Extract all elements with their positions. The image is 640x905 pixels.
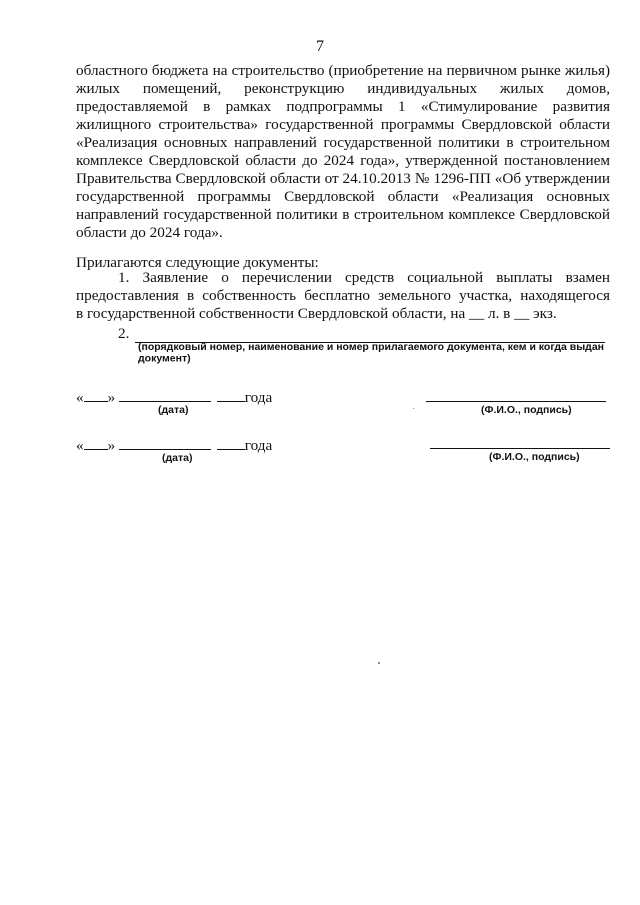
intro-line: областного бюджета на строительство (приобретение на первичном рынке жилья) (76, 62, 610, 79)
page-number: 7 (316, 38, 324, 55)
signature-line-2[interactable] (430, 447, 610, 449)
scan-speck (378, 662, 380, 664)
intro-line: жилых помещений, реконструкцию индивидуальных жилых домов, (76, 80, 610, 97)
scan-speck (413, 408, 414, 409)
year-blank[interactable] (217, 435, 245, 450)
day-blank[interactable] (84, 435, 108, 450)
date-caption: (дата) (158, 404, 189, 416)
item2-caption: (порядковый номер, наименование и номер прилагаемого документа, кем и когда выдан документ) (138, 341, 605, 365)
documents-heading: Прилагаются следующие документы: (76, 254, 319, 271)
year-word: года (244, 389, 273, 406)
item2-number: 2. (118, 325, 130, 342)
document-item-2 (118, 325, 605, 343)
date-caption: (дата) (162, 452, 193, 464)
intro-line: жилищного строительства» государственной программы Свердловской области (76, 116, 610, 133)
item1-line: предоставления в собственность бесплатно земельного участка, находящегося (76, 287, 610, 304)
month-blank[interactable] (119, 387, 211, 402)
close-quote: » (107, 437, 116, 454)
document-item-1 (76, 269, 610, 323)
day-blank[interactable] (84, 387, 108, 402)
open-quote: « (76, 389, 84, 406)
intro-line: направлений государственной политики в строительном комплексе Свердловской (76, 206, 610, 223)
intro-line: предоставляемой в рамках подпрограммы 1 «Стимулирование развития (76, 98, 610, 115)
intro-line: «Реализация основных направлений государственной политики в строительном (76, 134, 610, 151)
year-word: года (244, 437, 273, 454)
signature-caption: (Ф.И.О., подпись) (489, 451, 580, 463)
year-blank[interactable] (217, 387, 245, 402)
item1-line: 1. Заявление о перечислении средств социальной выплаты взамен (118, 269, 610, 286)
intro-paragraph (76, 62, 610, 242)
signature-caption: (Ф.И.О., подпись) (481, 404, 572, 416)
item1-line: в государственной собственности Свердловской области, на __ л. в __ экз. (76, 305, 557, 322)
open-quote: « (76, 437, 84, 454)
signature-line-1[interactable] (426, 400, 606, 402)
intro-line: Правительства Свердловской области от 24.10.2013 № 1296-ПП «Об утверждении (76, 170, 610, 187)
intro-line: комплексе Свердловской области до 2024 года», утвержденной постановлением (76, 152, 610, 169)
intro-line: области до 2024 года». (76, 224, 223, 241)
intro-line: государственной программы Свердловской области «Реализация основных (76, 188, 610, 205)
month-blank[interactable] (119, 435, 211, 450)
close-quote: » (107, 389, 116, 406)
